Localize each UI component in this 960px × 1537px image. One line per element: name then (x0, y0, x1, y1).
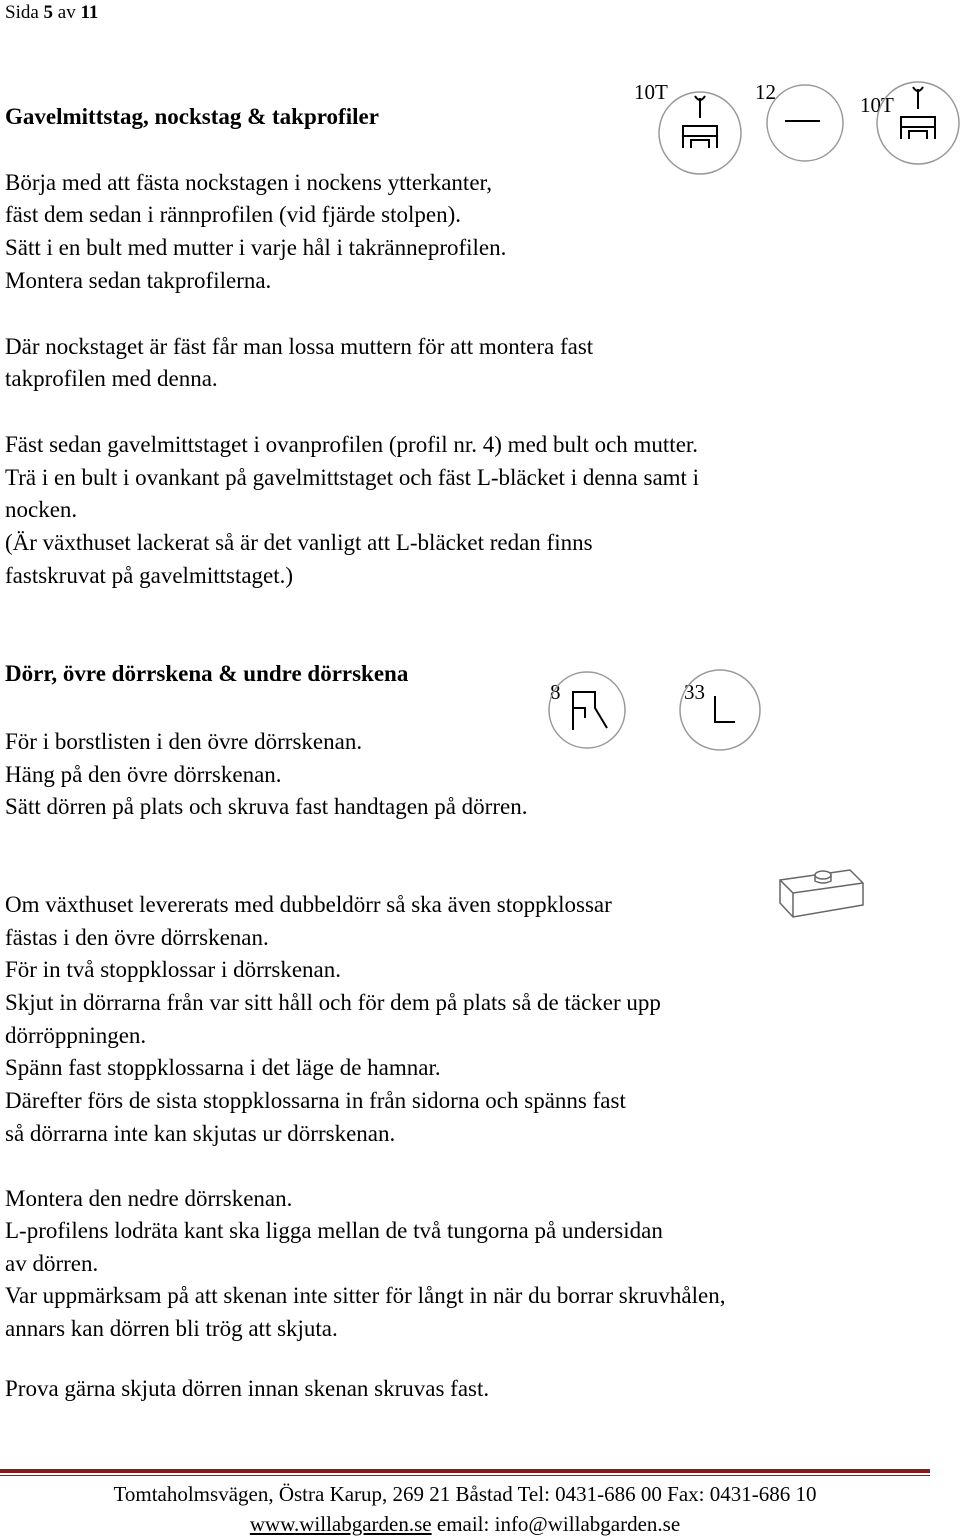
footer-rule (0, 1469, 930, 1473)
profile-10t-right-icon (873, 83, 960, 173)
profile-label-8: 8 (550, 680, 561, 704)
text-line: L-profilens lodräta kant ska ligga mellan de två tungorna på undersidan (5, 1218, 663, 1243)
text-line: Montera den nedre dörrskenan. (5, 1186, 293, 1211)
text-line: Trä i en bult i ovankant på gavelmittstaget och fäst L-bläcket i denna samt i (5, 465, 700, 490)
text-line: Fäst sedan gavelmittstaget i ovanprofilen (profil nr. 4) med bult och mutter. (5, 432, 699, 457)
page-current: 5 (43, 2, 54, 23)
footer-address: Tomtaholmsvägen, Östra Karup, 269 21 Båstad Tel: 0431-686 00 Fax: 0431-686 10 (113, 1482, 817, 1506)
text-line: av dörren. (5, 1251, 99, 1276)
text-line: Börja med att fästa nockstagen i nockens ytterkanter, (5, 170, 493, 195)
profile-12-icon (765, 83, 850, 168)
text-line: fastskruvat på gavelmittstaget.) (5, 563, 294, 588)
text-line: För in två stoppklossar i dörrskenan. (5, 957, 342, 982)
footer-website-link[interactable]: www.willabgarden.se (249, 1512, 432, 1536)
profile-8-icon (545, 670, 630, 755)
page-number (5, 2, 98, 24)
text-line: fäst dem sedan i rännprofilen (vid fjärde stolpen). (5, 202, 462, 227)
footer-email: email: info@willabgarden.se (436, 1512, 681, 1536)
text-line: så dörrarna inte kan skjutas ur dörrskenan. (5, 1121, 396, 1146)
page-middle: av (57, 2, 76, 23)
text-line: dörröppningen. (5, 1023, 147, 1048)
text-line: Spänn fast stoppklossarna i det läge de hamnar. (5, 1055, 441, 1080)
profile-33-icon (675, 668, 765, 758)
text-line: Prova gärna skjuta dörren innan skenan skruvas fast. (5, 1376, 490, 1401)
text-line: annars kan dörren bli trög att skjuta. (5, 1316, 338, 1341)
text-line: Sätt dörren på plats och skruva fast handtagen på dörren. (5, 794, 528, 819)
text-line: (Är växthuset lackerat så är det vanligt att L-bläcket redan finns (5, 530, 593, 555)
text-line: Var uppmärksam på att skenan inte sitter för långt in när du borrar skruvhålen, (5, 1283, 726, 1308)
page-prefix: Sida (5, 2, 39, 23)
stop-block-icon (775, 865, 870, 925)
page-total: 11 (80, 2, 99, 23)
profile-label-33: 33 (684, 680, 705, 704)
text-line: nocken. (5, 497, 78, 522)
text-line: takprofilen med denna. (5, 366, 218, 391)
profile-10t-left-icon (655, 88, 745, 178)
text-line: Därefter förs de sista stoppklossarna in från sidorna och spänns fast (5, 1088, 626, 1113)
profile-label-10t-left: 10T (634, 80, 668, 104)
text-line: För i borstlisten i den övre dörrskenan. (5, 729, 363, 754)
section-heading-door: Dörr, övre dörrskena & undre dörrskena (5, 661, 409, 686)
footer-rule-thin (0, 1475, 930, 1476)
text-line: Montera sedan takprofilerna. (5, 268, 272, 293)
text-line: Häng på den övre dörrskenan. (5, 762, 282, 787)
text-line: Där nockstaget är fäst får man lossa muttern för att montera fast (5, 334, 594, 359)
text-line: Skjut in dörrarna från var sitt håll och för dem på plats så de täcker upp (5, 990, 661, 1015)
profile-label-12: 12 (755, 80, 776, 104)
section-heading-roof: Gavelmittstag, nockstag & takprofiler (5, 104, 379, 129)
footer-contact (0, 1512, 930, 1537)
text-line: Sätt i en bult med mutter i varje hål i takränneprofilen. (5, 235, 507, 260)
text-line: Om växthuset levererats med dubbeldörr så ska även stoppklossar (5, 892, 612, 917)
text-line: fästas i den övre dörrskenan. (5, 925, 269, 950)
profile-label-10t-right: 10T (860, 93, 894, 117)
